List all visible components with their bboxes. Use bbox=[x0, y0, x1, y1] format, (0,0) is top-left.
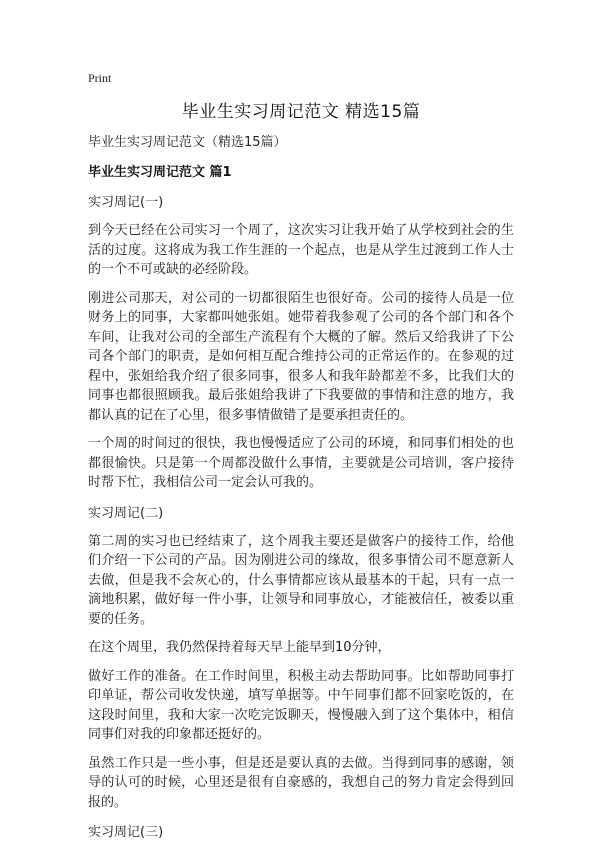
paragraph: 在这个周里，我仍然保持着每天早上能早到10分钟， bbox=[88, 640, 391, 655]
paragraph: 到今天已经在公司实习一个周了，这次实习让我开始了从学校到社会的生活的过度。这将成为我工作生涯的一个起点，也是从学生过渡到工作人士的一个不可或缺的必经阶段。 bbox=[88, 223, 514, 277]
week-heading-2: 实习周记(二) bbox=[88, 505, 164, 521]
week-heading-1: 实习周记(一) bbox=[88, 195, 164, 210]
section-heading: 毕业生实习周记范文 篇1 bbox=[88, 165, 232, 180]
paragraph: 刚进公司那天，对公司的一切都很陌生也很好奇。公司的接待人员是一位财务上的同事，大家都叫她张姐。她带着我参观了公司的各个部门和各个车间，让我对公司的全部生产流程有个大概的了解。然后又给我讲了下公司各个部门的职责，是如何相互配合维持公司的正常运作的。在参观的过程中，张姐给我介绍了很多同事，很多人和我年龄都差不多，比我们大的同事也都很照顾我。最后张姐给我讲了下我要做的事情和注意的地方，我都认真的记在了心里，很多事情做错了是要承担责任的。 bbox=[88, 290, 514, 423]
paragraph: 做好工作的准备。在工作时间里，积极主动去帮助同事。比如帮助同事打印单证，帮公司收发快递，填写单据等。中午同事们都不回家吃饭的，在这段时间里，我和大家一次吃完饭聊天，慢慢融入到了这个集体中，相信同事们对我的印象都还挺好的。 bbox=[88, 668, 514, 742]
document-subtitle: 毕业生实习周记范文（精选15篇） bbox=[88, 135, 287, 150]
document-page bbox=[88, 70, 514, 842]
print-label[interactable]: Print bbox=[88, 71, 112, 85]
paragraph: 虽然工作只是一些小事，但是还是要认真的去做。当得到同事的感谢，领导的认可的时候，心里还是很有自豪感的，我想自己的努力肯定会得到回报的。 bbox=[88, 755, 514, 810]
week-heading-3: 实习周记(三) bbox=[88, 825, 164, 840]
paragraph: 第二周的实习也已经结束了，这个周我主要还是做客户的接待工作，给他们介绍一下公司的产品。因为刚进公司的缘故，很多事情公司不愿意新人去做，但是我不会灰心的，什么事情都应该从最基本的干起，只有一点一滴地积累，做好每一件小事，让领导和同事放心，才能被信任，被委以重要的任务。 bbox=[88, 533, 514, 627]
paragraph: 一个周的时间过的很快，我也慢慢适应了公司的环境，和同事们相处的也都很愉快。只是第一个周都没做什么事情，主要就是公司培训，客户接待时帮下忙，我相信公司一定会认可我的。 bbox=[88, 436, 514, 490]
document-title: 毕业生实习周记范文 精选15篇 bbox=[181, 102, 421, 122]
